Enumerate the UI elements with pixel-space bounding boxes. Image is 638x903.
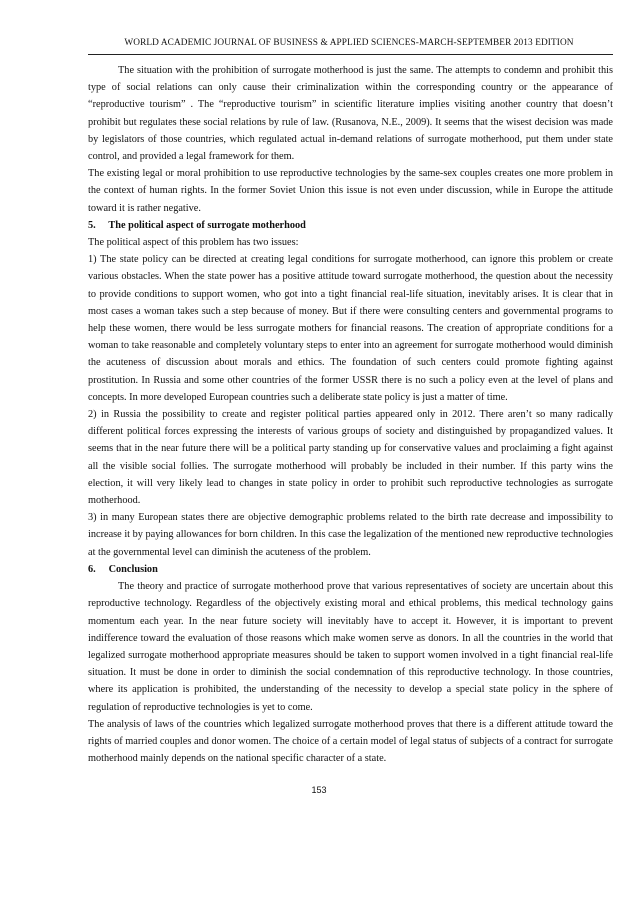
- paragraph-2: The existing legal or moral prohibition to use reproductive technologies by the same-sex couples creates one more problem in the context of human rights. In the former Soviet Union this issue is not even under discussion, while in Europe the attitude toward it is rather negative.: [88, 168, 613, 214]
- paragraph-8: The analysis of laws of the countries which legalized surrogate motherhood proves that there is a different attitude toward the rights of married couples and donor women. The choice of a certain model of legal status of subjects of a contract for surrogate motherhood mainly depends on the national specific character of a state.: [88, 718, 613, 765]
- paragraph-4: 1) The state policy can be directed at creating legal conditions for surrogate motherhood, can ignore this problem or create various obstacles. When the state power has a positive attitude toward surrogate motherhood, the question about the necessity to provide conditions to support women, who got into a tight financial real-life situation, inevitably arises. It is clear that in most cases a woman takes such a step because of money. But if there were consulting centers and governmental programs to help these women, there would be less surrogate mothers for financial reasons. The creation of appropriate conditions for a woman to take reasonable and completely voluntary steps to enter into an agreement for surrogate motherhood would diminish the acuteness of discussion about morals and ethics. The foundation of such centers could promote fighting against prostitution. In Russia and some other countries of the former USSR there is no such a policy even at the level of plans and concepts. In more developed European countries such a deliberate state policy is just a matter of time.: [88, 254, 613, 403]
- header-rule: [88, 54, 613, 55]
- paragraph-1: The situation with the prohibition of surrogate motherhood is just the same. The attempts to condemn and prohibit this type of social relations can only cause their criminalization within the corresponding country or the appearance of “reproductive tourism” . The “reproductive tourism” in scientific literature implies visiting another country that doesn’t prohibit but regulates these social relations by rule of law. (Rusanova, N.E., 2009). It seems that the wisest decision was made by legislators of those countries, which regulated actual in-demand relations of surrogate motherhood, put them under state control, and provided a legal framework for them.: [88, 65, 613, 163]
- running-header: WORLD ACADEMIC JOURNAL OF BUSINESS & APPLIED SCIENCES-MARCH-SEPTEMBER 2013 EDITION: [124, 38, 574, 48]
- section-heading-6: 6. Conclusion: [88, 563, 158, 575]
- section-heading-5: 5. The political aspect of surrogate motherhood: [88, 219, 306, 231]
- paragraph-7: The theory and practice of surrogate motherhood prove that various representatives of society are uncertain about this reproductive technology. Regardless of the objectively existing moral and ethical problems, this medical technology gains momentum each year. In the near future society will inevitably have to accept it. However, it is important to prevent indifference toward the evaluation of those reasons which make women serve as donors. In all the countries in the world that legalized surrogate motherhood appropriate measures should be taken to support women involved in a tight financial real-life situation. It must be done in order to diminish the social condemnation of this reproductive technology. In those countries, where its application is prohibited, the understanding of the necessity to develop a special state policy in the sphere of regulation of reproductive technologies is yet to come.: [88, 581, 613, 713]
- page-number: 153: [311, 785, 327, 795]
- paragraph-5: 2) in Russia the possibility to create and register political parties appeared only in 2012. There aren’t so many radically different political forces expressing the interests of various groups of society and distinguished by propagandized values. It seems that in the near future there will be a political party standing up for conservative values and proclaiming a fight against all the visible social follies. The surrogate motherhood will probably be included in their number. If this party wins the election, it will very likely lead to changes in state policy in order to prohibit such reproductive technologies as surrogate motherhood.: [88, 409, 613, 507]
- paragraph-3: The political aspect of this problem has two issues:: [88, 237, 299, 249]
- paragraph-6: 3) in many European states there are objective demographic problems related to the birth rate decrease and impossibility to increase it by paying allowances for born children. In this case the legalization of the mentioned new reproductive technologies at the governmental level can diminish the acuteness of the problem.: [88, 512, 613, 558]
- body-text: [88, 62, 613, 767]
